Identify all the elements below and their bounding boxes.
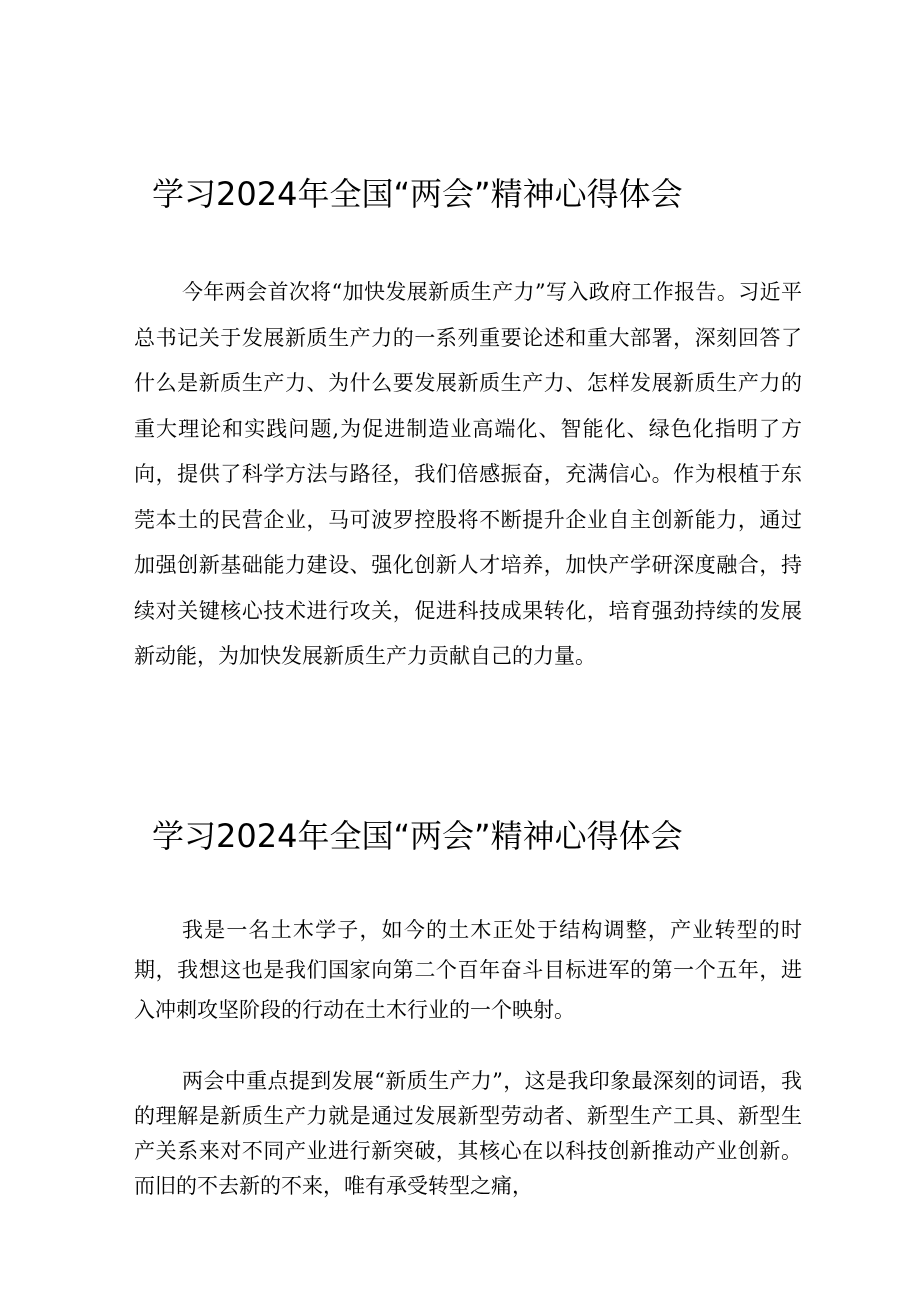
section-title: 学习2024年全国“两会”精神心得体会	[152, 175, 683, 213]
paragraph: 今年两会首次将“加快发展新质生产力”写入政府工作报告。习近平总书记关于发展新质生产力的一系列重要论述和重大部署，深刻回答了什么是新质生产力、为什么要发展新质生产力、怎样发展新质生产力的重大理论和实践问题,为促进制造业高端化、智能化、绿色化指明了方向，提供了科学方法与路径，我们倍感振奋，充满信心。作为根植于东莞本土的民营企业，马可波罗控股将不断提升企业自主创新能力，通过加强创新基础能力建设、强化创新人才培养，加快产学研深度融合，持续对关键核心技术进行攻关，促进科技成果转化，培育强劲持续的发展新动能，为加快发展新质生产力贡献自己的力量。	[134, 280, 802, 668]
section-title: 学习2024年全国“两会”精神心得体会	[152, 817, 683, 855]
paragraph: 我是一名土木学子，如今的土木正处于结构调整，产业转型的时期，我想这也是我们国家向第二个百年奋斗目标进军的第一个五年，进入冲刺攻坚阶段的行动在土木行业的一个映射。	[134, 918, 802, 1022]
paragraph: 两会中重点提到发展“新质生产力”，这是我印象最深刻的词语，我的理解是新质生产力就是通过发展新型劳动者、新型生产工具、新型生产关系来对不同产业进行新突破，其核心在以科技创新推动产业创新。而旧的不去新的不来，唯有承受转型之痛，	[134, 1069, 802, 1198]
